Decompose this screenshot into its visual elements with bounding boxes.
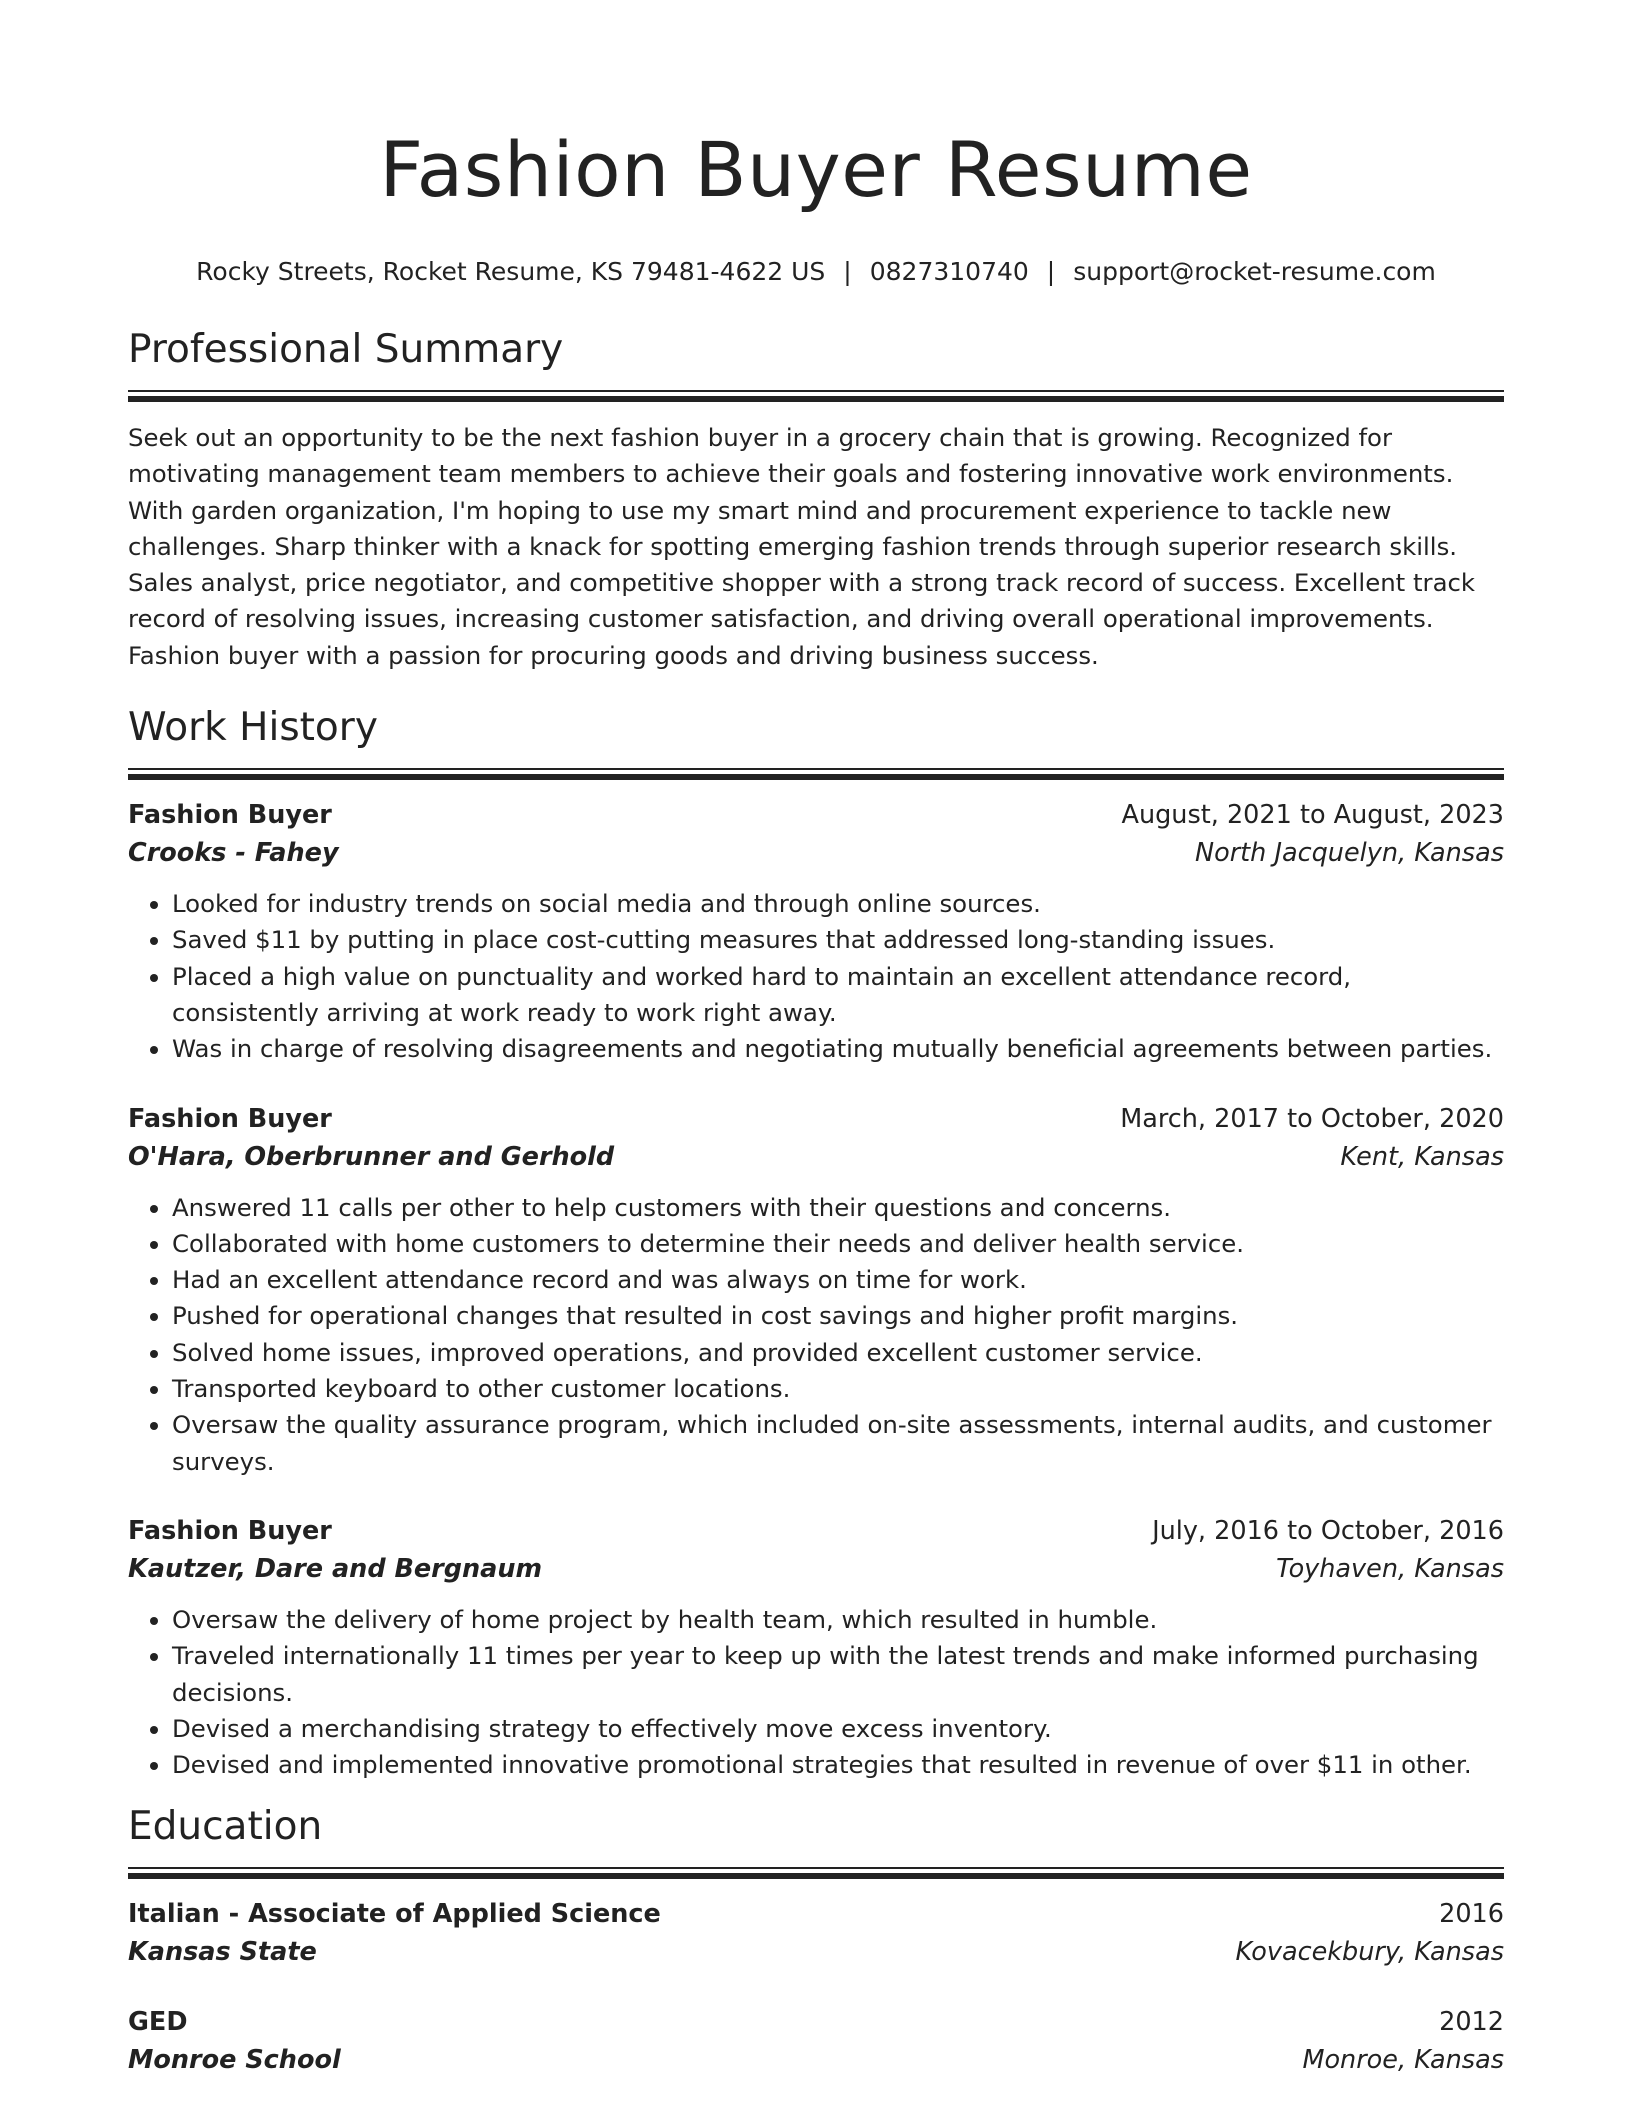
education-school-row bbox=[128, 2041, 1504, 2079]
job-company-row bbox=[128, 1138, 1504, 1176]
education-degree: GED bbox=[128, 2007, 188, 2038]
job-bullet: • Placed a high value on punctuality and worked hard to maintain an excellent attendance record, consistently arriving at work ready to work right away. bbox=[172, 959, 1504, 1032]
job-dates: August, 2021 to August, 2023 bbox=[1121, 800, 1504, 831]
education-section bbox=[128, 1801, 1504, 2079]
section-divider bbox=[128, 768, 1504, 780]
job-bullet: • Looked for industry trends on social media and through online sources. bbox=[172, 886, 1504, 922]
job-header-row bbox=[128, 1100, 1504, 1138]
job-bullet: • Saved $11 by putting in place cost-cutting measures that addressed long-standing issues. bbox=[172, 922, 1504, 958]
education-header-row bbox=[128, 2003, 1504, 2041]
education-entry bbox=[128, 1895, 1504, 1971]
section-divider bbox=[128, 1867, 1504, 1879]
job-entry bbox=[128, 1100, 1504, 1480]
job-location: Kent, Kansas bbox=[1340, 1141, 1504, 1172]
job-entry bbox=[128, 1512, 1504, 1783]
job-company-row bbox=[128, 1550, 1504, 1588]
job-header-row bbox=[128, 1512, 1504, 1550]
education-school-row bbox=[128, 1933, 1504, 1971]
education-entry bbox=[128, 2003, 1504, 2079]
summary-section bbox=[128, 324, 1504, 674]
education-location: Kovacekbury, Kansas bbox=[1235, 1937, 1504, 1968]
job-title: Fashion Buyer bbox=[128, 1103, 332, 1134]
section-heading-summary: Professional Summary bbox=[128, 327, 564, 372]
job-title: Fashion Buyer bbox=[128, 800, 332, 831]
job-location: Toyhaven, Kansas bbox=[1276, 1553, 1504, 1584]
education-year: 2012 bbox=[1439, 2007, 1504, 2038]
work-history-section bbox=[128, 702, 1504, 1783]
job-title: Fashion Buyer bbox=[128, 1515, 332, 1546]
job-bullet: • Oversaw the quality assurance program, which included on-site assessments, internal audits, and customer surveys. bbox=[172, 1407, 1504, 1480]
job-bullet: • Traveled internationally 11 times per year to keep up with the latest trends and make informed purchasing decisions. bbox=[172, 1638, 1504, 1711]
job-bullet-list bbox=[128, 1602, 1504, 1783]
job-company-row bbox=[128, 834, 1504, 872]
job-bullet: • Solved home issues, improved operations, and provided excellent customer service. bbox=[172, 1335, 1504, 1371]
job-header-row bbox=[128, 796, 1504, 834]
job-bullet: • Devised a merchandising strategy to effectively move excess inventory. bbox=[172, 1711, 1504, 1747]
job-bullet-list bbox=[128, 1190, 1504, 1480]
job-bullet: • Devised and implemented innovative promotional strategies that resulted in revenue of over $11 in other. bbox=[172, 1747, 1504, 1783]
section-heading-work-history: Work History bbox=[128, 705, 378, 751]
education-school: Kansas State bbox=[128, 1937, 317, 1968]
job-entry bbox=[128, 796, 1504, 1067]
job-company: O'Hara, Oberbrunner and Gerhold bbox=[128, 1141, 615, 1172]
job-bullet: • Had an excellent attendance record and was always on time for work. bbox=[172, 1262, 1504, 1298]
contact-separator: | bbox=[1046, 257, 1056, 286]
education-header-row bbox=[128, 1895, 1504, 1933]
job-bullet: • Pushed for operational changes that resulted in cost savings and higher profit margins. bbox=[172, 1298, 1504, 1334]
section-heading-education: Education bbox=[128, 1804, 323, 1850]
job-bullet: • Answered 11 calls per other to help customers with their questions and concerns. bbox=[172, 1190, 1504, 1226]
education-school: Monroe School bbox=[128, 2045, 341, 2076]
summary-text: Seek out an opportunity to be the next fashion buyer in a grocery chain that is growing. Recognized for motivating management team members to achieve their goals and fostering innovative work environments. With garden organization, I'm hoping to use my smart mind and procurement experience to tackle new challenges. Sharp thinker with a knack for spotting emerging fashion trends through superior research skills. Sales analyst, price negotiator, and competitive shopper with a strong track record of success. Excellent track record of resolving issues, increasing customer satisfaction, and driving overall operational improvements. Fashion buyer with a passion for procuring goods and driving business success. bbox=[128, 423, 1476, 670]
contact-address: Rocky Streets, Rocket Resume, KS 79481-4622 US bbox=[196, 257, 826, 286]
education-location: Monroe, Kansas bbox=[1302, 2045, 1504, 2076]
job-dates: March, 2017 to October, 2020 bbox=[1120, 1103, 1504, 1134]
education-degree: Italian - Associate of Applied Science bbox=[128, 1899, 661, 1930]
job-bullet: • Was in charge of resolving disagreements and negotiating mutually beneficial agreements between parties. bbox=[172, 1031, 1504, 1067]
contact-phone: 0827310740 bbox=[869, 257, 1029, 286]
page-title: Fashion Buyer Resume bbox=[379, 125, 1253, 214]
job-company: Crooks - Fahey bbox=[128, 838, 339, 869]
section-divider bbox=[128, 390, 1504, 402]
job-bullet: • Transported keyboard to other customer locations. bbox=[172, 1371, 1504, 1407]
job-dates: July, 2016 to October, 2016 bbox=[1152, 1515, 1504, 1546]
education-year: 2016 bbox=[1439, 1899, 1504, 1930]
job-bullet: • Collaborated with home customers to determine their needs and deliver health service. bbox=[172, 1226, 1504, 1262]
job-bullet-list bbox=[128, 886, 1504, 1067]
job-bullet: • Oversaw the delivery of home project by health team, which resulted in humble. bbox=[172, 1602, 1504, 1638]
contact-email: support@rocket-resume.com bbox=[1073, 257, 1436, 286]
contact-separator: | bbox=[843, 257, 852, 286]
job-company: Kautzer, Dare and Bergnaum bbox=[128, 1553, 543, 1584]
job-location: North Jacquelyn, Kansas bbox=[1195, 838, 1504, 869]
contact-info bbox=[128, 254, 1504, 290]
